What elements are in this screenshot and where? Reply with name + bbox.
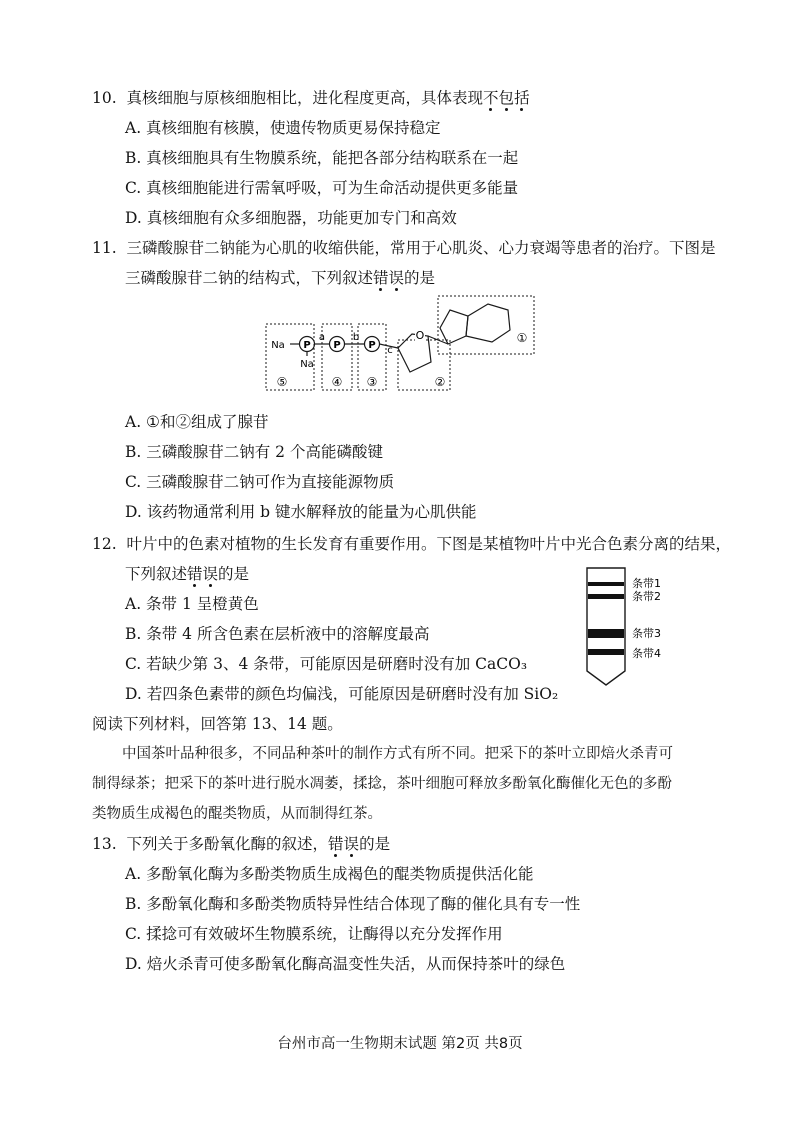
q13-emphasis [328, 835, 359, 853]
q13-option-a: A. 多酚氧化酶为多酚类物质生成褐色的醌类物质提供活化能 [125, 865, 534, 883]
q11-option-b: B. 三磷酸腺苷二钠有 2 个高能磷酸键 [125, 443, 383, 461]
q11-stem-line1: 11. 三磷酸腺苷二钠能为心肌的收缩供能，常用于心肌炎、心力衰竭等患者的治疗。下图是 [92, 239, 716, 257]
emphasis-char: 错 [328, 835, 344, 853]
q10-stem: 10. 真核细胞与原核细胞相比，进化程度更高，具体表现不包括 [92, 89, 530, 107]
label-2: ② [434, 375, 446, 389]
emphasis-char: 括 [514, 89, 530, 107]
q13-option-c: C. 揉捻可有效破坏生物膜系统，让酶得以充分发挥作用 [125, 925, 503, 943]
band-1 [588, 582, 624, 586]
na-bottom-label: Na [300, 359, 314, 370]
bond-c-label: c [387, 345, 393, 356]
emphasis-char: 错 [187, 565, 203, 583]
band-3 [588, 629, 624, 638]
q13-option-d: D. 焙火杀青可使多酚氧化酶高温变性失活，从而保持茶叶的绿色 [125, 955, 566, 973]
emphasis-char: 包 [498, 89, 515, 107]
q11-emphasis [373, 269, 404, 287]
group-5-box [266, 324, 314, 390]
emphasis-char: 误 [343, 835, 360, 853]
q10-emphasis [483, 89, 530, 107]
atp-structure-diagram [260, 290, 540, 400]
q12-option-b: B. 条带 4 所含色素在层析液中的溶解度最高 [125, 625, 430, 643]
band-4-label: 条带4 [632, 647, 661, 660]
chromatography-strip [584, 565, 714, 691]
q13-stem: 13. 下列关于多酚氧化酶的叙述，错误的是 [92, 835, 391, 853]
reading-line-1: 中国茶叶品种很多，不同品种茶叶的制作方式有所不同。把采下的茶叶立即焙火杀青可 [122, 746, 673, 762]
q12-option-d: D. 若四条色素带的颜色均偏浅，可能原因是研磨时没有加 SiO₂ [125, 685, 559, 703]
label-1: ① [516, 331, 528, 345]
q11-option-c: C. 三磷酸腺苷二钠可作为直接能源物质 [125, 473, 395, 491]
q12-stem-line2: 下列叙述错误的是 [125, 565, 250, 583]
label-4: ④ [331, 375, 343, 389]
emphasis-char: 不 [483, 89, 499, 107]
emphasis-char: 误 [202, 565, 219, 583]
label-3: ③ [366, 375, 378, 389]
reading-intro: 阅读下列材料，回答第 13、14 题。 [92, 715, 343, 733]
purine-six-ring [466, 304, 510, 342]
na-top-label: Na [271, 340, 285, 351]
q11-option-d: D. 该药物通常利用 b 键水解释放的能量为心肌供能 [125, 503, 477, 521]
q11-stem-line2: 三磷酸腺苷二钠的结构式，下列叙述错误的是 [125, 269, 436, 287]
emphasis-char: 错 [373, 269, 389, 287]
band-2 [588, 594, 624, 599]
q12-emphasis [187, 565, 218, 583]
q12-option-a: A. 条带 1 呈橙黄色 [125, 595, 259, 613]
q10-option-b: B. 真核细胞具有生物膜系统，能把各部分结构联系在一起 [125, 149, 519, 167]
phosphate-label-1: P [303, 340, 311, 351]
page-footer: 台州市高一生物期末试题 第2页 共8页 [277, 1036, 523, 1052]
phosphate-label-2: P [333, 340, 341, 351]
q11-option-a: A. ①和②组成了腺苷 [125, 413, 269, 431]
q10-option-a: A. 真核细胞有核膜，使遗传物质更易保持稳定 [125, 119, 441, 137]
q10-option-d: D. 真核细胞有众多细胞器，功能更加专门和高效 [125, 209, 457, 227]
band-2-label: 条带2 [632, 590, 661, 603]
emphasis-char: 误 [388, 269, 405, 287]
q12-stem-line1: 12. 叶片中的色素对植物的生长发育有重要作用。下图是某植物叶片中光合色素分离的结果， [92, 535, 732, 553]
purine-five-ring [440, 310, 468, 344]
oxygen-label: O [415, 329, 425, 342]
q10-option-c: C. 真核细胞能进行需氧呼吸，可为生命活动提供更多能量 [125, 179, 519, 197]
bond-b-label: b [352, 332, 360, 343]
band-4 [588, 649, 624, 655]
phosphate-label-3: P [368, 340, 376, 351]
band-3-label: 条带3 [632, 627, 661, 640]
reading-line-3: 类物质生成褐色的醌类物质，从而制得红茶。 [92, 806, 382, 822]
band-1-label: 条带1 [632, 577, 661, 590]
q12-option-c: C. 若缺少第 3、4 条带，可能原因是研磨时没有加 CaCO₃ [125, 655, 528, 673]
reading-line-2: 制得绿茶；把采下的茶叶进行脱水凋萎，揉捻，茶叶细胞可释放多酚氧化酶催化无色的多酚 [92, 776, 672, 792]
bond-a-label: a [318, 332, 326, 343]
label-5: ⑤ [276, 375, 288, 389]
q13-option-b: B. 多酚氧化酶和多酚类物质特异性结合体现了酶的催化具有专一性 [125, 895, 581, 913]
